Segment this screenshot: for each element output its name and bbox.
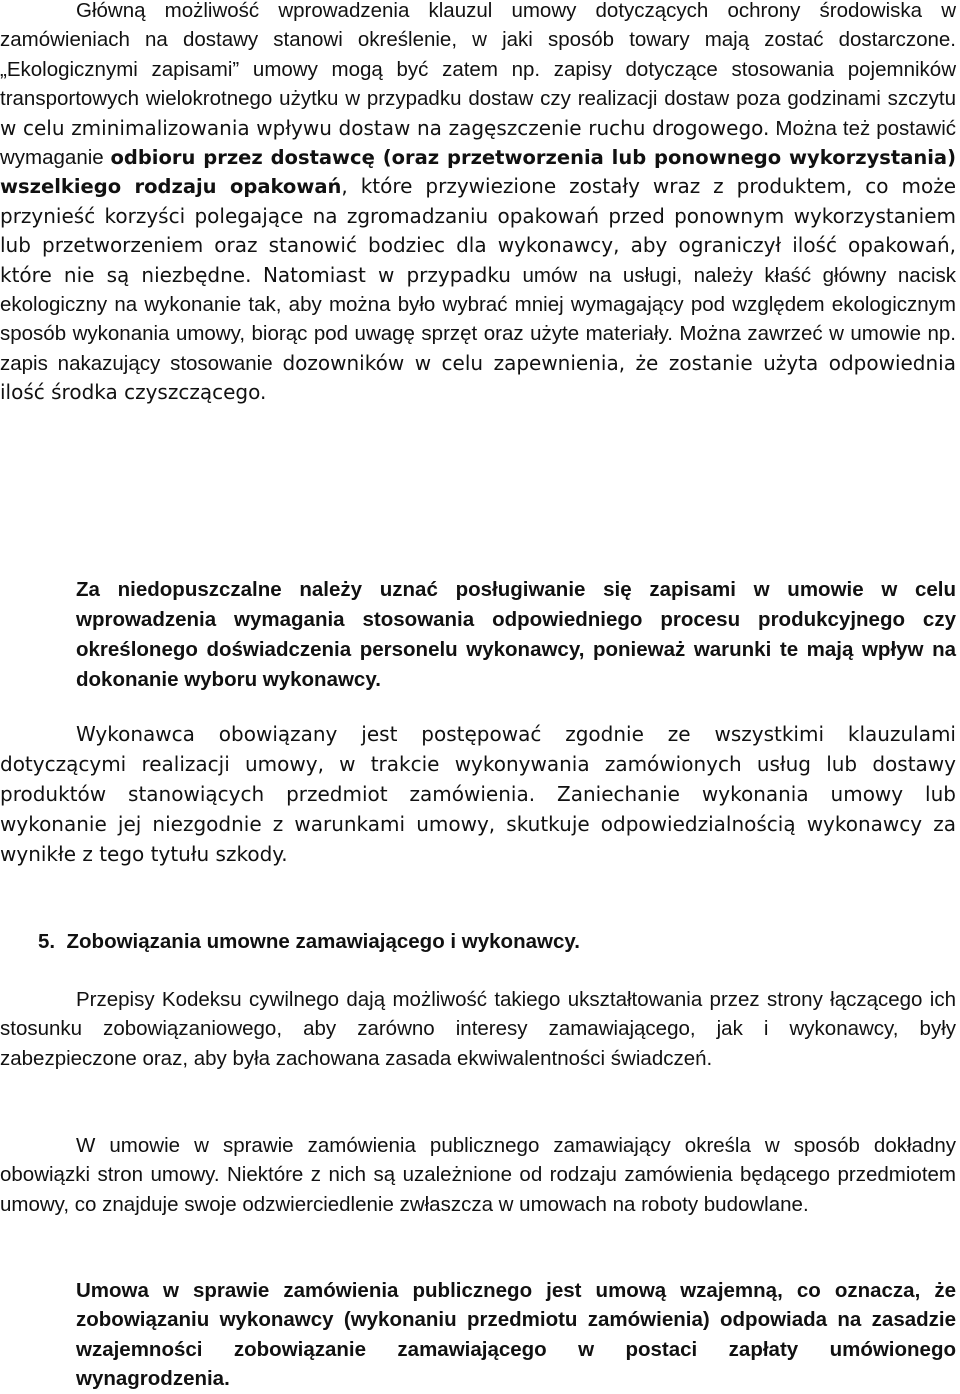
section-title: Zobowiązania umowne zamawiającego i wykonawcy. — [66, 930, 580, 953]
paragraph-text: Można też postawić wymaganie — [0, 116, 956, 170]
section-heading — [38, 927, 580, 956]
emphasized-text: odbioru przez dostawcę (oraz przetworzenia lub ponownego wykorzystania) wszelkiego rodzaju opakowań — [0, 146, 956, 199]
paragraph-environmental-clauses — [0, 0, 956, 408]
paragraph-text: Główną możliwość wprowadzenia klauzul umowy dotyczących ochrony środowiska w zamówieniach na dostawy stanowi określenie, w jaki sposób towary mają zostać dostarczone. „Ekologicznymi zapisami” umowy mogą być zatem np. zapisy dotyczące stosowania pojemników transportowych wielokrotnego użytku w przypadku dostaw czy realizacji dostaw poza godzinami szczytu — [0, 0, 956, 111]
paragraph-text: umów na usługi, należy kłaść główny nacisk ekologiczny na wykonanie tak, aby można było wybrać mniej wymagający pod względem ekologicznym sposób wykonania umowy, biorąc pod uwagę sprzęt oraz użyte materiały. Można zawrzeć w umowie np. zapis nakazujący stosowanie — [0, 263, 956, 375]
paragraph-contract-obligations: W umowie w sprawie zamówienia publicznego zamawiający określa w sposób dokładny obowiązki stron umowy. Niektóre z nich są uzależnione od rodzaju zamówienia będącego przedmiotem umowy, co znajduje swoje odzwierciedlenie zwłaszcza w umowach na roboty budowlane. — [0, 1134, 956, 1216]
paragraph-mutual-contract: Umowa w sprawie zamówienia publicznego jest umową wzajemną, co oznacza, że zobowiązaniu wykonawcy (wykonaniu przedmiotu zamówienia) odpowiada na zasadzie wzajemności zobowiązanie zamawiającego w postaci zapłaty umówionego wynagrodzenia. — [76, 1279, 956, 1391]
paragraph-text: Natomiast w przypadku — [262, 262, 511, 287]
paragraph-text: , które przywiezione zostały wraz z produktem, co może przynieść korzyści polegające na zgromadzaniu opakowań przed ponownym wykorzystaniem lub przetworzeniem oraz stanowić bodziec dla wykonawcy, aby ograniczył ilość opakowań, które nie są niezbędne. — [0, 174, 956, 287]
paragraph-text: dozowników w celu zapewnienia, że zostanie użyta odpowiednia ilość środka czyszczącego. — [0, 350, 956, 405]
section-number: 5. — [38, 930, 56, 953]
paragraph-civil-code: Przepisy Kodeksu cywilnego dają możliwość takiego ukształtowania przez strony łączącego ich stosunku zobowiązaniowego, aby zarówno interesy zamawiającego, jak i wykonawcy, były zabezpieczone oraz, aby była zachowana zasada ekwiwalentności świadczeń. — [0, 988, 956, 1070]
paragraph-contractor-obligations: Wykonawca obowiązany jest postępować zgodnie ze wszystkimi klauzulami dotyczącymi realizacji umowy, w trakcie wykonywania zamówionych usług lub dostawy produktów stanowiących przedmiot zamówienia. Zaniechanie wykonania umowy lub wykonanie jej niezgodnie z warunkami umowy, skutkuje odpowiedzialnością wykonawcy za wynikłe z tego tytułu szkody. — [0, 722, 956, 866]
paragraph-inadmissible-clauses: Za niedopuszczalne należy uznać posługiwanie się zapisami w umowie w celu wprowadzenia wymagania stosowania odpowiedniego procesu produkcyjnego czy określonego doświadczenia personelu wykonawcy, ponieważ warunki te mają wpływ na dokonanie wyboru wykonawcy. — [76, 578, 956, 691]
paragraph-text: w celu zminimalizowania wpływu dostaw na zagęszczenie ruchu drogowego. — [0, 115, 770, 140]
